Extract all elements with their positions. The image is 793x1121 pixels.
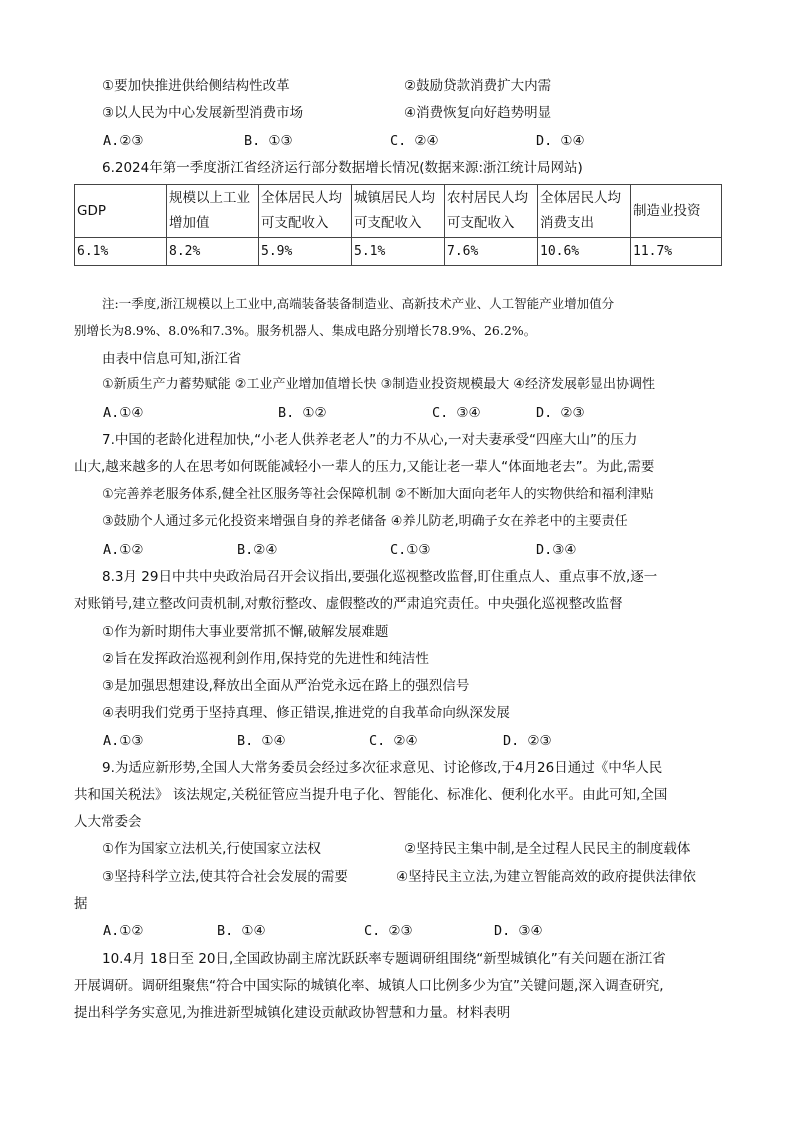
q9-choice-b: B. ①④ — [217, 923, 266, 939]
table-cell: 5.9% — [259, 238, 352, 266]
q9-stem-line-3: 人大常委会 — [74, 814, 142, 830]
q6-note-line-1: 注:一季度,浙江规模以上工业中,高端装备装备制造业、高新技术产业、人工智能产业增加值分 — [102, 296, 615, 311]
q8-stem-line-2: 对账销号,建立整改问责机制,对敷衍整改、虚假整改的严肃追究责任。中央强化巡视整改监督 — [74, 596, 623, 612]
table-cell: 6.1% — [75, 238, 167, 266]
q10-stem-line-1: 10.4月 18日至 20日,全国政协副主席沈跃跃率专题调研组围绕“新型城镇化”有关问题在浙江省 — [102, 951, 666, 967]
table-header-cell: GDP — [75, 185, 167, 238]
q8-option-3: ③是加强思想建设,释放出全面从严治党永远在路上的强烈信号 — [102, 678, 470, 694]
q9-option-2: ②坚持民主集中制,是全过程人民民主的制度载体 — [404, 841, 691, 857]
q6-data-table — [74, 184, 722, 266]
q9-choice-a: A.①② — [103, 923, 144, 939]
q6-choice-b: B. ①② — [278, 405, 327, 421]
q5-option-1: ①要加快推进供给侧结构性改革 — [102, 78, 290, 94]
q9-option-3: ③坚持科学立法,使其符合社会发展的需要 — [102, 869, 348, 885]
q7-stem-line-1: 7.中国的老龄化进程加快,“小老人供养老老人”的力不从心,一对夫妻承受“四座大山”的压力 — [102, 432, 638, 448]
q6-choice-d: D. ②③ — [536, 405, 585, 421]
q6-note-line-2: 别增长为8.9%、8.0%和7.3%。服务机器人、集成电路分别增长78.9%、26.2%。 — [74, 323, 537, 338]
q8-option-1: ①作为新时期伟大事业要常抓不懈,破解发展难题 — [102, 624, 389, 640]
q6-stem: 6.2024年第一季度浙江省经济运行部分数据增长情况(数据来源:浙江统计局网站) — [102, 160, 583, 176]
q5-option-4: ④消费恢复向好趋势明显 — [404, 105, 552, 121]
table-header-cell: 制造业投资 — [631, 185, 722, 238]
table-header-row — [75, 185, 722, 238]
q6-choice-c: C. ③④ — [432, 405, 481, 421]
q6-lead: 由表中信息可知,浙江省 — [102, 351, 242, 367]
q7-stem-line-2: 山大,越来越多的人在思考如何既能减轻小一辈人的压力,又能让老一辈人“体面地老去”。为此,需要 — [74, 459, 655, 475]
table-cell: 5.1% — [352, 238, 445, 266]
q5-choice-a: A.②③ — [103, 133, 144, 149]
q7-options-line-1: ①完善养老服务体系,健全社区服务等社会保障机制 ②不断加大面向老年人的实物供给和福利津贴 — [102, 487, 654, 502]
table-row — [75, 238, 722, 266]
table-cell: 10.6% — [538, 238, 631, 266]
q7-choice-a: A.①② — [103, 542, 144, 558]
q5-choice-c: C. ②④ — [390, 133, 439, 149]
q8-stem-line-1: 8.3月 29日中共中央政治局召开会议指出,要强化巡视整改监督,盯住重点人、重点事不放,逐一 — [102, 569, 658, 585]
q10-stem-line-2: 开展调研。调研组聚焦“符合中国实际的城镇化率、城镇人口比例多少为宜”关键问题,深入调查研究, — [74, 978, 664, 994]
q8-option-2: ②旨在发挥政治巡视利剑作用,保持党的先进性和纯洁性 — [102, 651, 429, 667]
q9-choice-c: C. ②③ — [364, 923, 413, 939]
q9-stem-line-1: 9.为适应新形势,全国人大常务委员会经过多次征求意见、讨论修改,于4月26日通过《中华人民 — [102, 760, 663, 776]
q7-options-line-2: ③鼓励个人通过多元化投资来增强自身的养老储备 ④养儿防老,明确子女在养老中的主要责任 — [102, 514, 628, 529]
table-header-cell: 全体居民人均可支配收入 — [259, 185, 352, 238]
q9-option-1: ①作为国家立法机关,行使国家立法权 — [102, 841, 321, 857]
q6-choice-a: A.①④ — [103, 405, 144, 421]
q9-stem-line-2: 共和国关税法》 该法规定,关税征管应当提升电子化、智能化、标准化、便利化水平。由此可知,全国 — [74, 787, 668, 803]
q7-choice-c: C.①③ — [390, 542, 431, 558]
q5-option-3: ③以人民为中心发展新型消费市场 — [102, 105, 304, 121]
q7-choice-d: D.③④ — [536, 542, 577, 558]
q5-choice-d: D. ①④ — [536, 133, 585, 149]
q8-choice-d: D. ②③ — [503, 733, 552, 749]
q9-option-4-cont: 据 — [74, 896, 88, 912]
q9-option-4: ④坚持民主立法,为建立智能高效的政府提供法律依 — [396, 869, 696, 885]
table-cell: 7.6% — [445, 238, 538, 266]
q6-options: ①新质生产力蓄势赋能 ②工业产业增加值增长快 ③制造业投资规模最大 ④经济发展彰显出协调性 — [102, 377, 656, 392]
q8-choice-a: A.①③ — [103, 733, 144, 749]
q5-option-2: ②鼓励贷款消费扩大内需 — [404, 78, 552, 94]
table-header-cell: 规模以上工业增加值 — [167, 185, 259, 238]
q8-choice-b: B. ①④ — [237, 733, 286, 749]
q8-choice-c: C. ②④ — [369, 733, 418, 749]
q8-option-4: ④表明我们党勇于坚持真理、修正错误,推进党的自我革命向纵深发展 — [102, 705, 510, 721]
table-cell: 11.7% — [631, 238, 722, 266]
q10-stem-line-3: 提出科学务实意见,为推进新型城镇化建设贡献政协智慧和力量。材料表明 — [74, 1005, 511, 1021]
q7-choice-b: B.②④ — [237, 542, 278, 558]
q9-choice-d: D. ③④ — [494, 923, 543, 939]
table-header-cell: 农村居民人均可支配收入 — [445, 185, 538, 238]
table-cell: 8.2% — [167, 238, 259, 266]
table-header-cell: 城镇居民人均可支配收入 — [352, 185, 445, 238]
q5-choice-b: B. ①③ — [244, 133, 293, 149]
table-header-cell: 全体居民人均消费支出 — [538, 185, 631, 238]
